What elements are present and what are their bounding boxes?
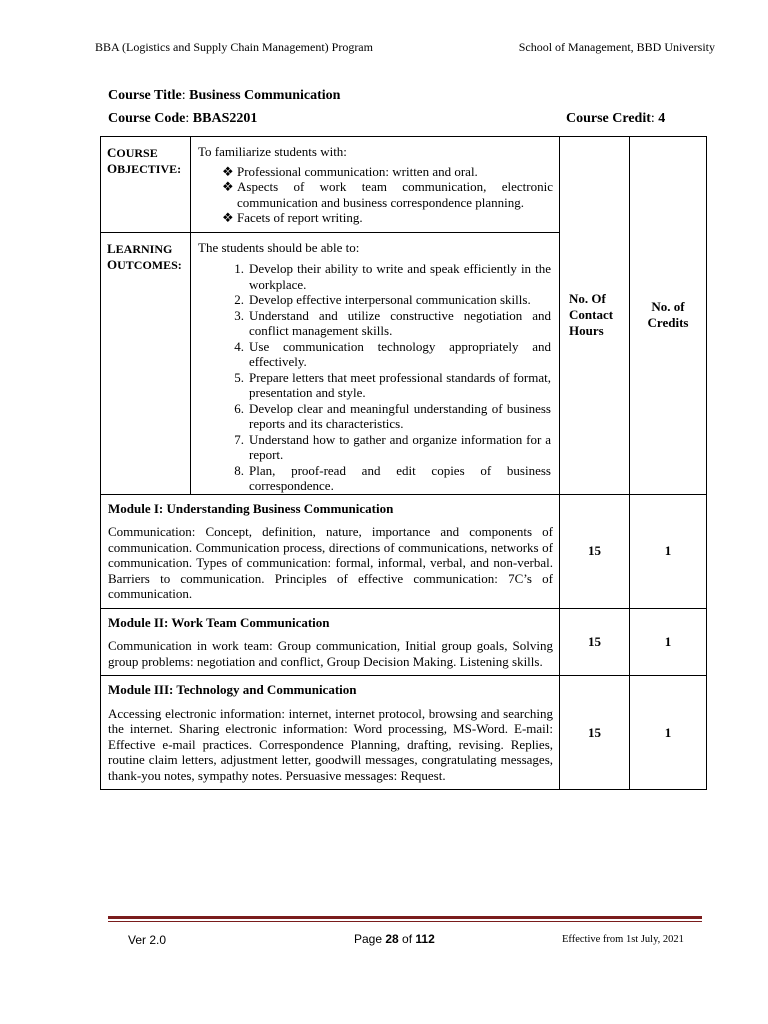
- diamond-bullet-icon: ❖: [222, 210, 234, 225]
- objective-bullet: ❖ Facets of report writing.: [222, 210, 363, 225]
- objective-intro: To familiarize students with:: [198, 144, 347, 159]
- outcome-item: 6. Develop clear and meaningful understanding of business reports and its characteristics.: [234, 400, 551, 431]
- module-row: [101, 494, 707, 608]
- outcome-item: 8. Plan, proof-read and edit copies of business correspondence.: [234, 462, 551, 493]
- course-title: Course Title: Business Communication: [108, 88, 341, 103]
- objective-content: [191, 137, 560, 233]
- course-credit: Course Credit: 4: [566, 111, 666, 126]
- syllabus-table: [100, 136, 707, 790]
- module-2-hours: 15: [560, 608, 630, 676]
- module-1-credits: 1: [630, 494, 707, 608]
- outcome-item: 1. Develop their ability to write and speak efficiently in the workplace.: [234, 261, 551, 292]
- module-title: Module I: Understanding Business Communication: [108, 500, 394, 516]
- module-title: Module III: Technology and Communication: [108, 682, 357, 697]
- program-name: BBA (Logistics and Supply Chain Management) Program: [95, 40, 373, 54]
- outcomes-label: LEARNING OUTCOMES:: [101, 232, 191, 494]
- module-body: Accessing electronic information: internet, internet protocol, browsing and searching the internet. Sharing electronic information: Word processing, MS-Word. E-mail: Effective e-mail practices. Correspondence Planning, drafting, revising. Replies, routine claim letters, adjustment letter, goodwill messages, congratulating messages, thank-you notes, sympathy notes. Persuasive messages: Request.: [108, 705, 553, 783]
- contact-hours-header: No. Of Contact Hours: [560, 137, 630, 495]
- effective-date: Effective from 1st July, 2021: [562, 934, 684, 945]
- objective-row: [101, 137, 707, 233]
- module-3-content: [101, 676, 560, 790]
- module-3-hours: 15: [560, 676, 630, 790]
- module-body: Communication in work team: Group communication, Initial group goals, Solving group problems: negotiation and conflict, Group Decision Making. Listening skills.: [108, 638, 553, 669]
- course-code-label: Course Code: [108, 111, 186, 126]
- outcome-item: 5. Prepare letters that meet professional standards of format, presentation and style.: [234, 369, 551, 400]
- module-2-credits: 1: [630, 608, 707, 676]
- module-1-hours: 15: [560, 494, 630, 608]
- school-name: School of Management, BBD University: [518, 40, 715, 54]
- running-header: [95, 40, 715, 55]
- course-title-value: Business Communication: [189, 88, 341, 103]
- course-credit-value: 4: [658, 111, 666, 126]
- outcome-item: 3. Understand and utilize constructive negotiation and conflict management skills.: [234, 307, 551, 338]
- course-code: Course Code: BBAS2201: [108, 111, 258, 126]
- module-row: [101, 676, 707, 790]
- page-number: Page 28 of 112: [354, 932, 435, 946]
- diamond-bullet-icon: ❖: [222, 163, 234, 179]
- outcomes-content: [191, 232, 560, 494]
- diamond-bullet-icon: ❖: [222, 179, 234, 194]
- module-2-content: [101, 608, 560, 676]
- module-body: Communication: Concept, definition, nature, importance and components of communication. Communication process, directions of communications, networks of communication. Types of communication: formal, informal, verbal, and non-verbal. Barriers to communication. Principles of effective communication: 7C’s of communication.: [108, 524, 553, 601]
- module-row: [101, 608, 707, 676]
- outcomes-intro: The students should be able to:: [198, 239, 360, 255]
- outcome-item: 4. Use communication technology appropriately and effectively.: [234, 338, 551, 369]
- credits-header: No. of Credits: [630, 137, 707, 495]
- objective-bullet: ❖ Professional communication: written and oral.: [222, 163, 478, 179]
- module-title: Module II: Work Team Communication: [108, 614, 330, 630]
- module-3-credits: 1: [630, 676, 707, 790]
- objective-label: COURSE OBJECTIVE:: [101, 137, 191, 233]
- course-credit-label: Course Credit: [566, 111, 651, 126]
- module-1-content: [101, 494, 560, 608]
- version-label: Ver 2.0: [128, 933, 167, 947]
- outcome-item: 7. Understand how to gather and organize information for a report.: [234, 431, 551, 462]
- objective-bullet: ❖ Aspects of work team communication, electronic communication and business correspondence planning.: [222, 179, 553, 210]
- footer-divider: [108, 916, 702, 922]
- outcome-item: 2. Develop effective interpersonal communication skills.: [234, 292, 531, 307]
- course-title-label: Course Title: [108, 88, 182, 103]
- course-code-value: BBAS2201: [192, 111, 258, 126]
